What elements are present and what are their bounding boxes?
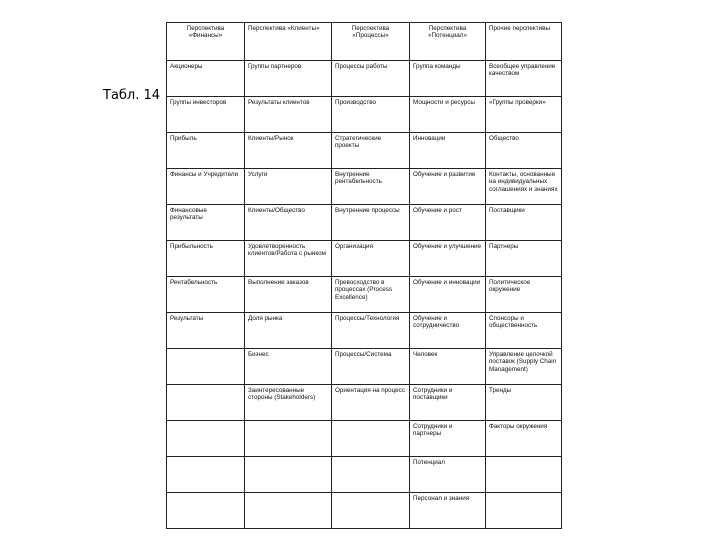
table-row (167, 457, 562, 493)
table-cell: Процессы/Система (332, 349, 410, 385)
table-row (167, 277, 562, 313)
table-row (167, 313, 562, 349)
table-row (167, 205, 562, 241)
table-cell: Клиенты/Рынок (245, 133, 332, 169)
table-cell: Контакты, основанные на индивидуальных соглашениях и знаниях (486, 169, 562, 205)
table-cell: Общество (486, 133, 562, 169)
table-cell: Управление цепочкой поставок (Supply Chain Management) (486, 349, 562, 385)
table-cell: Прибыльность (167, 241, 245, 277)
table-cell: Результаты (167, 313, 245, 349)
table-cell: Группы инвесторов (167, 97, 245, 133)
table-cell: Рентабельность (167, 277, 245, 313)
table-cell: Всеобщее управление качеством (486, 61, 562, 97)
table-cell: Факторы окружения (486, 421, 562, 457)
header-clients: Перспектива «Клиенты» (245, 23, 332, 61)
table-row (167, 493, 562, 529)
table-cell: Услуги (245, 169, 332, 205)
table-row (167, 241, 562, 277)
header-potential: Перспектива «Потенциал» (410, 23, 486, 61)
table-row (167, 169, 562, 205)
table-cell: Потенциал (410, 457, 486, 493)
table-cell: Производство (332, 97, 410, 133)
table-cell: Сотрудники и партнеры (410, 421, 486, 457)
table-cell: Обучение и инновации (410, 277, 486, 313)
table-cell: Внутренние рентабельность (332, 169, 410, 205)
table-cell: Политическое окружение (486, 277, 562, 313)
table-cell: Сотрудники и поставщики (410, 385, 486, 421)
table-cell: Превосходство в процессах (Process Excellence) (332, 277, 410, 313)
table-cell: Результаты клиентов (245, 97, 332, 133)
table-cell (167, 493, 245, 529)
table-cell: Ориентация на процесс (332, 385, 410, 421)
table-cell: Акционеры (167, 61, 245, 97)
table-cell: Финансы и Учредители (167, 169, 245, 205)
table-cell (245, 493, 332, 529)
table-cell (167, 421, 245, 457)
table-row (167, 61, 562, 97)
table-cell: Обучение и рост (410, 205, 486, 241)
table-cell: Обучение и сотрудничество (410, 313, 486, 349)
table-cell: Стратегические проекты (332, 133, 410, 169)
table-row (167, 349, 562, 385)
table-cell (332, 457, 410, 493)
table-cell: Обучение и улучшение (410, 241, 486, 277)
table-cell: Мощности и ресурсы (410, 97, 486, 133)
table-cell: Доля рынка (245, 313, 332, 349)
table-cell (332, 493, 410, 529)
table-row (167, 385, 562, 421)
table-cell (167, 385, 245, 421)
table-cell: Группа команды (410, 61, 486, 97)
table-cell: Партнеры (486, 241, 562, 277)
table-cell: Бизнес (245, 349, 332, 385)
table-cell (167, 457, 245, 493)
table-cell: Организация (332, 241, 410, 277)
table-cell (486, 493, 562, 529)
table-cell: Спонсоры и общественность (486, 313, 562, 349)
table-cell: Группы партнеров (245, 61, 332, 97)
header-processes: Перспектива «Процессы» (332, 23, 410, 61)
header-row (167, 23, 562, 61)
table-cell: Прибыль (167, 133, 245, 169)
table-cell (332, 421, 410, 457)
table-cell: Инновации (410, 133, 486, 169)
table-cell: Заинтересованные стороны (Stakeholders) (245, 385, 332, 421)
table-cell: Клиенты/Общество (245, 205, 332, 241)
table-cell: Поставщики (486, 205, 562, 241)
table-cell: Процессы/Технология (332, 313, 410, 349)
table-cell (245, 457, 332, 493)
table-cell (167, 349, 245, 385)
table-cell: Процессы работы (332, 61, 410, 97)
table-cell: Персонал и знания (410, 493, 486, 529)
table-cell: Внутренние процессы (332, 205, 410, 241)
table-row (167, 133, 562, 169)
table-caption: Табл. 14 (103, 88, 161, 103)
table-cell (245, 421, 332, 457)
table-cell: Удовлетворенность клиентов/Работа с рынком (245, 241, 332, 277)
table-cell: «Группы проверки» (486, 97, 562, 133)
table-cell: Выполнение заказов (245, 277, 332, 313)
table-row (167, 97, 562, 133)
table-cell: Финансовые результаты (167, 205, 245, 241)
table-cell: Тренды (486, 385, 562, 421)
table-cell: Обучение и развитие (410, 169, 486, 205)
table-cell: Человек (410, 349, 486, 385)
header-finance: Перспектива «Финансы» (167, 23, 245, 61)
table-cell (486, 457, 562, 493)
perspectives-table (166, 22, 562, 529)
table-row (167, 421, 562, 457)
header-other: Прочие перспективы (486, 23, 562, 61)
